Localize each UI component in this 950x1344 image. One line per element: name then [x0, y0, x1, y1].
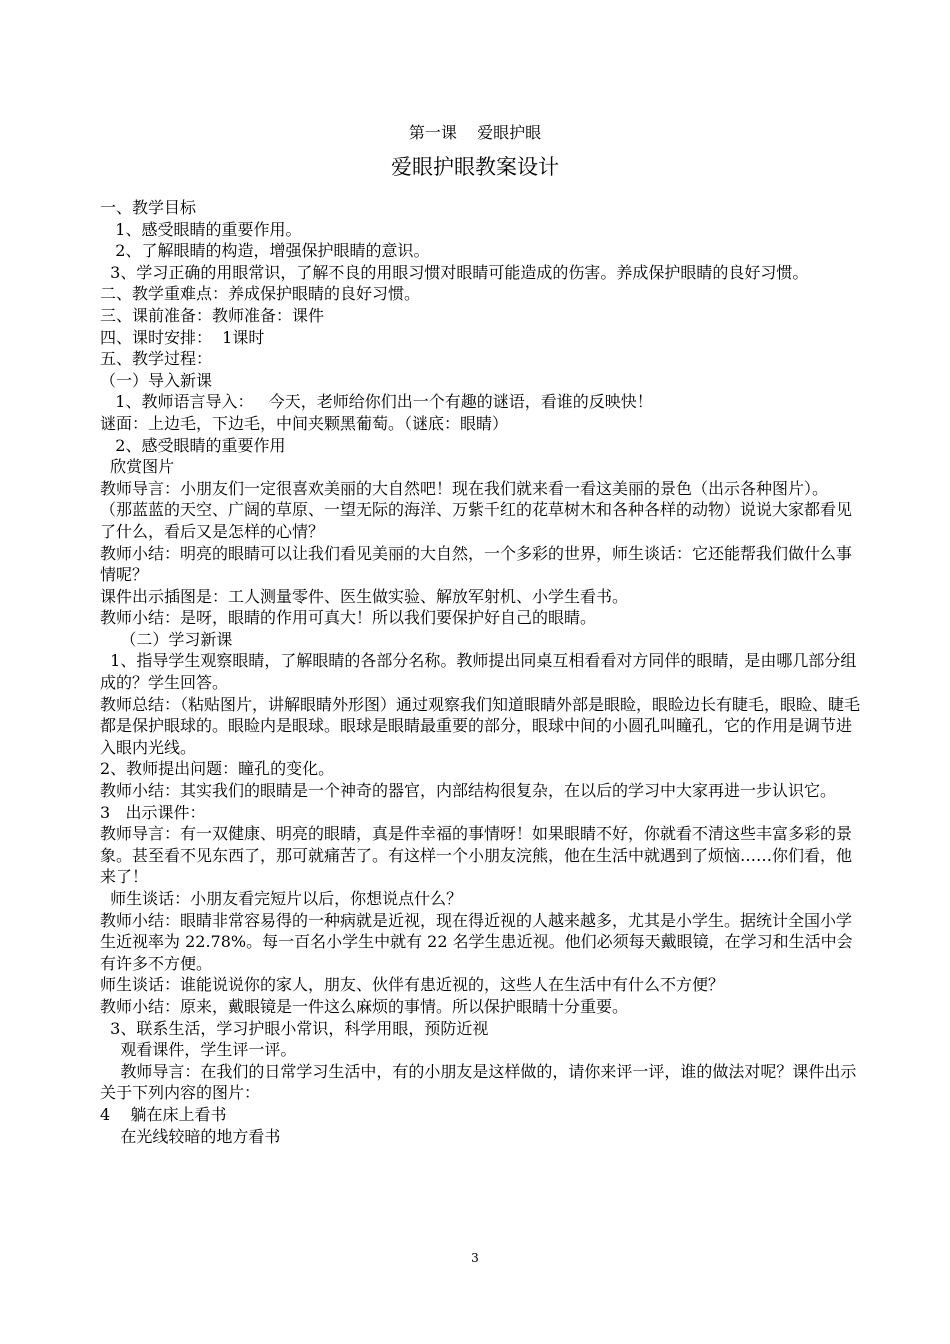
paragraph: 一、教学目标 — [100, 198, 197, 217]
paragraph: 教师导言：在我们的日常学习生活中，有的小朋友是这样做的，请你来评一评，谁的做法对呢？课件出示关于下列内容的图片： — [100, 1061, 857, 1103]
paragraph: 课件出示插图是：工人测量零件、医生做实验、解放军射机、小学生看书。 — [100, 586, 629, 606]
paragraph: 谜面：上边毛，下边毛，中间夹颗黑葡萄。（谜底：眼睛） — [100, 413, 509, 433]
paragraph: 3 出示课件： — [100, 802, 206, 822]
paragraph: 教师导言：小朋友们一定很喜欢美丽的大自然吧！现在我们就来看一看这美丽的景色（出示各种图片）。 （那蓝蓝的天空、广阔的草原、一望无际的海洋、万紫千红的花草树木和各种各样的动物）说说大家都看见了什么，看后又是怎样的心情？ — [100, 478, 853, 541]
paragraph: 教师小结：眼睛非常容易得的一种病就是近视，现在得近视的人越来越多，尤其是小学生。据统计全国小学生近视率为 22.78%。每一百名小学生中就有 22 名学生患近视。他们必须每天戴眼镜，在学习和生活中会有许多不方便。 — [100, 910, 853, 973]
paragraph: 教师导言：有一双健康、明亮的眼睛，真是件幸福的事情呀！如果眼睛不好，你就看不清这些丰富多彩的景象。甚至看不见东西了，那可就痛苦了。有这样一个小朋友浣熊，他在生活中就遇到了烦恼……你们看，他来了！ — [100, 824, 853, 887]
page-number: 3 — [471, 1251, 479, 1265]
paragraph: 五、教学过程： — [100, 349, 213, 369]
paragraph: 教师小结：其实我们的眼睛是一个神奇的器官，内部结构很复杂，在以后的学习中大家再进一步认识它。 — [100, 781, 837, 801]
paragraph: 教师总结：（粘贴图片，讲解眼睛外形图）通过观察我们知道眼睛外部是眼睑，眼睑边长有睫毛，眼睑、睫毛都是保护眼球的。眼睑内是眼球。眼球是眼睛最重要的部分，眼球中间的小圆孔叫瞳孔，它的作用是调节进入眼内光线。 — [100, 694, 861, 757]
paragraph: （二）学习新课 — [100, 629, 233, 649]
document-title: 爱眼护眼教案设计 — [391, 155, 559, 179]
paragraph: 教师小结：是呀，眼睛的作用可真大！所以我们要保护好自己的眼睛。 — [100, 608, 597, 628]
paragraph: 1、教师语言导入： 今天，老师给你们出一个有趣的谜语，看谁的反映快！ — [100, 392, 653, 412]
paragraph: 4 躺在床上看书 — [100, 1104, 227, 1124]
paragraph: （一）导入新课 — [100, 370, 213, 390]
paragraph: 欣赏图片 — [100, 457, 175, 477]
paragraph: 教师小结：明亮的眼睛可以让我们看见美丽的大自然，一个多彩的世界，师生谈话：它还能帮我们做什么事情呢？ — [100, 543, 853, 585]
paragraph: 1、感受眼睛的重要作用。 — [100, 219, 302, 239]
paragraph: 2、教师提出问题：瞳孔的变化。 — [100, 759, 335, 779]
paragraph: 3、联系生活，学习护眼小常识，科学用眼，预防近视 — [100, 1018, 489, 1038]
paragraph: 二、教学重难点：养成保护眼睛的良好习惯。 — [100, 284, 421, 304]
paragraph: 2、了解眼睛的构造，增强保护眼睛的意识。 — [100, 241, 430, 261]
document-body — [100, 197, 860, 1147]
paragraph: 在光线较暗的地方看书 — [100, 1126, 281, 1146]
paragraph: 1、指导学生观察眼睛，了解眼睛的各部分名称。教师提出同桌互相看看对方同伴的眼睛，是由哪几部分组成的？学生回答。 — [100, 651, 857, 693]
paragraph: 3、学习正确的用眼常识，了解不良的用眼习惯对眼睛可能造成的伤害。养成保护眼睛的良好习惯。 — [100, 262, 809, 282]
paragraph: 四、课时安排： 1课时 — [100, 327, 265, 347]
paragraph: 2、感受眼睛的重要作用 — [100, 435, 286, 455]
lesson-title: 第一课 爱眼护眼 — [408, 123, 542, 142]
paragraph: 教师小结：原来，戴眼镜是一件这么麻烦的事情。所以保护眼睛十分重要。 — [100, 996, 629, 1016]
paragraph: 三、课前准备：教师准备：课件 — [100, 305, 325, 325]
paragraph: 观看课件，学生评一评。 — [100, 1040, 297, 1060]
paragraph: 师生谈话：谁能说说你的家人，朋友、伙伴有患近视的，这些人在生活中有什么不方便？ — [100, 975, 725, 995]
paragraph: 师生谈话：小朋友看完短片以后，你想说点什么？ — [100, 889, 463, 908]
